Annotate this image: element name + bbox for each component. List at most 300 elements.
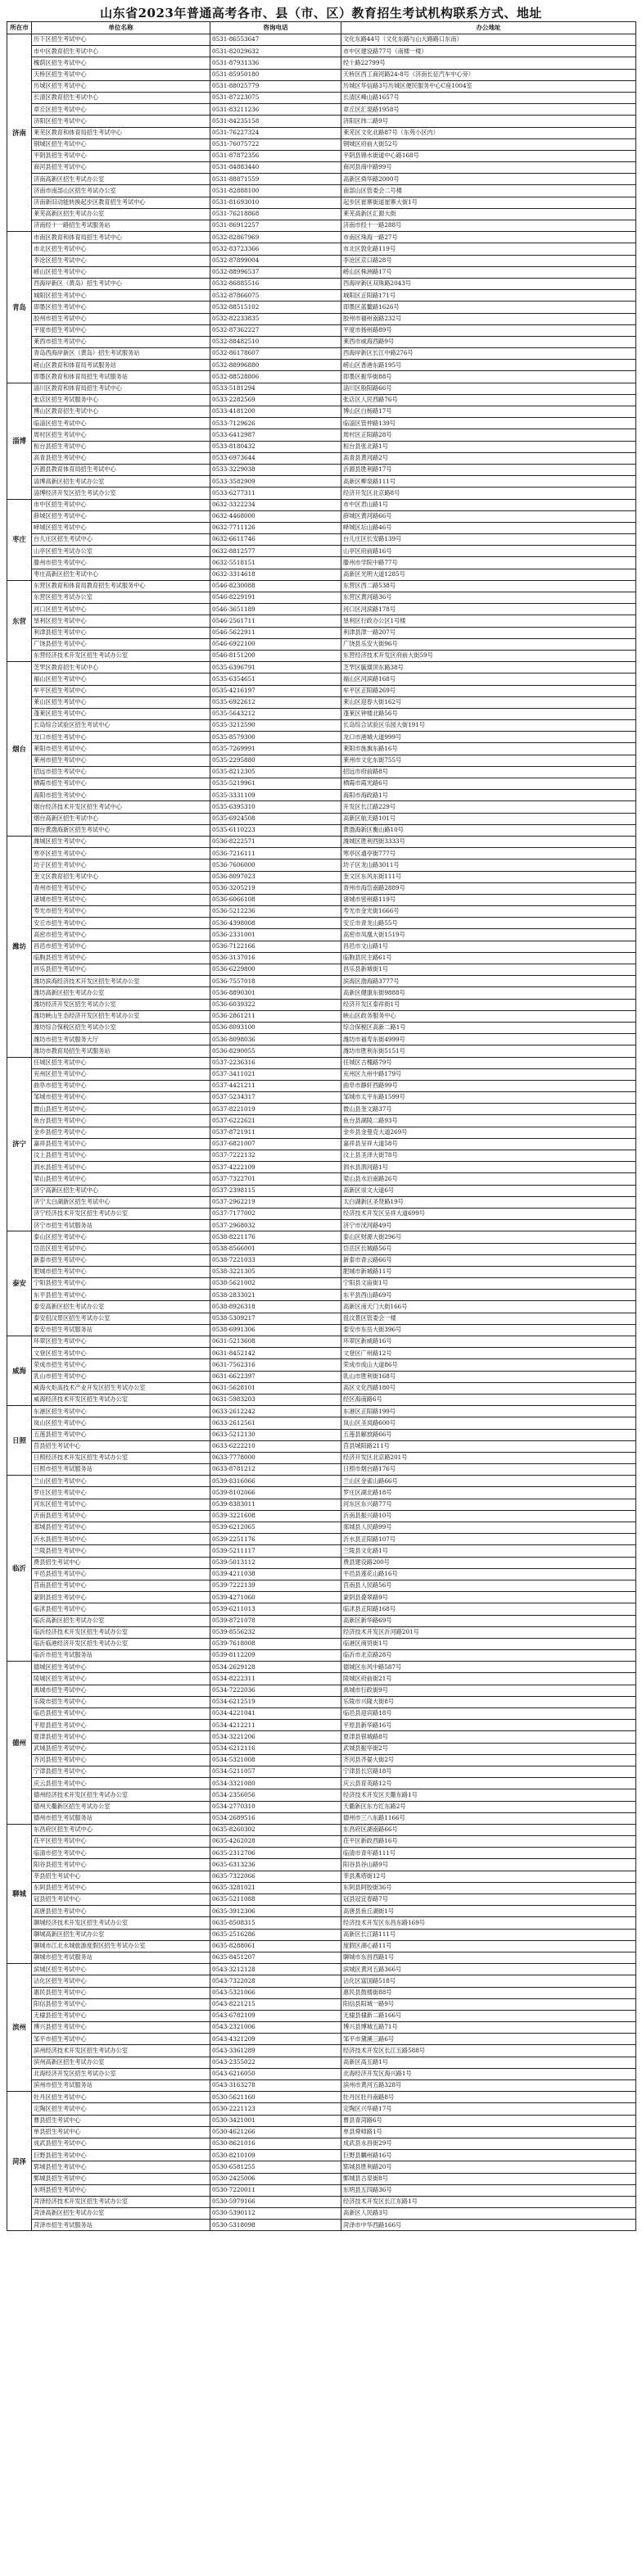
address-cell: 汶上县圣泽大街78号 bbox=[341, 1150, 636, 1162]
address-cell: 滨州市黄河五路328号 bbox=[341, 2080, 636, 2092]
address-cell: 微山县奎文路37号 bbox=[341, 1104, 636, 1115]
address-cell: 武城县振华街2号 bbox=[341, 1743, 636, 1754]
address-cell: 寿光市金光街1666号 bbox=[341, 906, 636, 918]
phone-cell: 0631-7562316 bbox=[210, 1359, 341, 1371]
phone-cell: 0536-7606000 bbox=[210, 859, 341, 871]
phone-cell: 0531-86553647 bbox=[210, 34, 341, 46]
address-cell: 栖霞市霞光路6号 bbox=[341, 778, 636, 790]
table-row bbox=[7, 1685, 636, 1696]
address-cell: 泰山区财源大街296号 bbox=[341, 1231, 636, 1243]
table-row bbox=[7, 1836, 636, 1848]
phone-cell: 0535-7269991 bbox=[210, 743, 341, 755]
table-row bbox=[7, 708, 636, 719]
address-cell: 兰山区金雀山路66号 bbox=[341, 1476, 636, 1487]
phone-cell: 0537-5234317 bbox=[210, 1092, 341, 1104]
unit-name-cell: 兰陵县招生考试中心 bbox=[32, 1545, 210, 1557]
address-cell: 岱岳区长城路56号 bbox=[341, 1243, 636, 1254]
phone-cell: 0532-87362227 bbox=[210, 324, 341, 336]
unit-name-cell: 莒县招生考试中心 bbox=[32, 1440, 210, 1452]
phone-cell: 0635-8508315 bbox=[210, 1917, 341, 1929]
address-cell: 海阳市海政路1号 bbox=[341, 790, 636, 801]
phone-cell: 0530-5318098 bbox=[210, 2220, 341, 2231]
address-cell: 嘉祥县呈祥大道58号 bbox=[341, 1138, 636, 1150]
table-row bbox=[7, 1290, 636, 1301]
phone-cell: 0531-84235158 bbox=[210, 116, 341, 127]
address-cell: 经济技术开发区沂河路201号 bbox=[341, 1626, 636, 1638]
address-cell: 牟平区正阳路269号 bbox=[341, 685, 636, 696]
unit-name-cell: 威海经济技术开发区招生考试办公室 bbox=[32, 1394, 210, 1405]
table-row bbox=[7, 2010, 636, 2021]
address-cell: 昌邑市文山路1号 bbox=[341, 941, 636, 952]
unit-name-cell: 冠县招生考试中心 bbox=[32, 1894, 210, 1906]
unit-name-cell: 临沭县招生考试中心 bbox=[32, 1603, 210, 1615]
address-cell: 招远市府前路8号 bbox=[341, 766, 636, 778]
unit-name-cell: 东平县招生考试中心 bbox=[32, 1290, 210, 1301]
phone-cell: 0530-8210109 bbox=[210, 2150, 341, 2161]
table-row bbox=[7, 894, 636, 905]
table-row bbox=[7, 2184, 636, 2196]
unit-name-cell: 成武县招生考试中心 bbox=[32, 2138, 210, 2149]
table-row bbox=[7, 1034, 636, 1045]
unit-name-cell: 临沂市招生考试服务站 bbox=[32, 1650, 210, 1662]
table-row bbox=[7, 1150, 636, 1162]
table-row bbox=[7, 836, 636, 847]
phone-cell: 0536-7122166 bbox=[210, 941, 341, 952]
phone-cell: 0631-5983203 bbox=[210, 1394, 341, 1405]
unit-name-cell: 无棣县招生考试中心 bbox=[32, 2010, 210, 2021]
unit-name-cell: 平度市招生考试中心 bbox=[32, 324, 210, 336]
unit-name-cell: 临朐县招生考试中心 bbox=[32, 952, 210, 964]
unit-name-cell: 山亭区招生考试办公室 bbox=[32, 546, 210, 557]
unit-name-cell: 河东区招生考试中心 bbox=[32, 1499, 210, 1510]
table-row bbox=[7, 2092, 636, 2103]
phone-cell: 0543-3361289 bbox=[210, 2045, 341, 2057]
address-cell: 即墨区蓝鳌路1626号 bbox=[341, 302, 636, 313]
unit-name-cell: 乐陵市招生考试中心 bbox=[32, 1696, 210, 1708]
phone-cell: 0535-6922612 bbox=[210, 696, 341, 708]
table-row bbox=[7, 1104, 636, 1115]
unit-name-cell: 高密市招生考试中心 bbox=[32, 929, 210, 941]
unit-name-cell: 宁阳县招生考试中心 bbox=[32, 1278, 210, 1290]
phone-cell: 0632-4468000 bbox=[210, 510, 341, 522]
address-cell: 高新区光明大道1285号 bbox=[341, 569, 636, 580]
phone-cell: 0631-5628101 bbox=[210, 1382, 341, 1394]
address-cell: 黄渤海新区衡山路10号 bbox=[341, 824, 636, 836]
unit-name-cell: 市北区招生考试中心 bbox=[32, 243, 210, 255]
phone-cell: 0531-76218868 bbox=[210, 208, 341, 220]
phone-cell: 0539-7618008 bbox=[210, 1638, 341, 1649]
phone-cell: 0536-2861211 bbox=[210, 1010, 341, 1022]
address-cell: 临清市青年路111号 bbox=[341, 1848, 636, 1859]
table-row bbox=[7, 2138, 636, 2149]
address-cell: 莒县城阳路211号 bbox=[341, 1440, 636, 1452]
unit-name-cell: 微山县招生考试中心 bbox=[32, 1104, 210, 1115]
unit-name-cell: 沾化区招生考试中心 bbox=[32, 1975, 210, 1987]
table-row bbox=[7, 46, 636, 57]
unit-name-cell: 青岛西海岸新区（黄岛）招生考试服务站 bbox=[32, 348, 210, 360]
table-body bbox=[7, 34, 636, 2231]
address-cell: 兰陵县文化路1号 bbox=[341, 1545, 636, 1557]
table-row bbox=[7, 2034, 636, 2045]
address-cell: 岚山区圣岚路600号 bbox=[341, 1417, 636, 1429]
phone-cell: 0632-3322234 bbox=[210, 499, 341, 510]
table-row bbox=[7, 1848, 636, 1859]
phone-cell: 0535-3331109 bbox=[210, 790, 341, 801]
unit-name-cell: 烟台经济技术开发区招生考试中心 bbox=[32, 801, 210, 813]
table-row bbox=[7, 406, 636, 418]
table-row bbox=[7, 1557, 636, 1568]
address-cell: 西海岸新区长江中路276号 bbox=[341, 348, 636, 360]
phone-cell: 0530-5979166 bbox=[210, 2196, 341, 2207]
table-row bbox=[7, 2161, 636, 2173]
table-row bbox=[7, 1743, 636, 1754]
address-cell: 寒亭区通亭街777号 bbox=[341, 848, 636, 859]
table-row bbox=[7, 1754, 636, 1766]
phone-cell: 0532-88996537 bbox=[210, 266, 341, 278]
table-row bbox=[7, 336, 636, 347]
table-row bbox=[7, 1812, 636, 1824]
table-row bbox=[7, 1057, 636, 1068]
address-cell: 平阴县锦水街道中心路168号 bbox=[341, 150, 636, 161]
table-row bbox=[7, 859, 636, 871]
table-row bbox=[7, 1406, 636, 1417]
phone-cell: 0534-5321008 bbox=[210, 1754, 341, 1766]
address-cell: 南部山区管委会二号楼 bbox=[341, 185, 636, 197]
table-row bbox=[7, 383, 636, 394]
table-row bbox=[7, 2057, 636, 2068]
phone-cell: 0530-2221123 bbox=[210, 2103, 341, 2115]
unit-name-cell: 莘县招生考试中心 bbox=[32, 1871, 210, 1882]
phone-cell: 0532-86885516 bbox=[210, 278, 341, 289]
unit-name-cell: 安丘市招生考试中心 bbox=[32, 918, 210, 929]
address-cell: 胶州市福州南路232号 bbox=[341, 313, 636, 324]
address-cell: 薛城区黄河路66号 bbox=[341, 510, 636, 522]
table-row bbox=[7, 313, 636, 324]
unit-name-cell: 北海经济开发区招生考试办公室 bbox=[32, 2068, 210, 2079]
table-row bbox=[7, 150, 636, 161]
unit-name-cell: 即墨区招生考试中心 bbox=[32, 302, 210, 313]
phone-cell: 0536-6039322 bbox=[210, 999, 341, 1010]
table-row bbox=[7, 1359, 636, 1371]
phone-cell: 0533-7129626 bbox=[210, 418, 341, 429]
unit-name-cell: 利津县招生考试中心 bbox=[32, 627, 210, 638]
table-row bbox=[7, 1417, 636, 1429]
phone-cell: 0538-2833021 bbox=[210, 1290, 341, 1301]
address-cell: 博兴县博城五路71号 bbox=[341, 2022, 636, 2034]
address-cell: 市中区建设路77号（南楼一楼） bbox=[341, 46, 636, 57]
unit-name-cell: 邹平市招生考试中心 bbox=[32, 2034, 210, 2045]
phone-cell: 0535-6396791 bbox=[210, 662, 341, 673]
table-row bbox=[7, 987, 636, 999]
address-cell: 单县舜师路1号 bbox=[341, 2126, 636, 2138]
table-row bbox=[7, 1138, 636, 1150]
unit-name-cell: 青州市招生考试中心 bbox=[32, 882, 210, 894]
contact-table bbox=[7, 21, 636, 2231]
unit-name-cell: 枣庄高新区招生考试中心 bbox=[32, 569, 210, 580]
phone-cell: 0532-87899004 bbox=[210, 255, 341, 266]
address-cell: 郓城县胜利路20号 bbox=[341, 2161, 636, 2173]
address-cell: 坊子区龙山路3011号 bbox=[341, 859, 636, 871]
phone-cell: 0631-5213608 bbox=[210, 1336, 341, 1348]
table-row bbox=[7, 1254, 636, 1266]
unit-name-cell: 庆云县招生考试中心 bbox=[32, 1778, 210, 1789]
city-cell: 淄博 bbox=[7, 383, 32, 499]
unit-name-cell: 威海火炬高技术产业开发区招生考试办公室 bbox=[32, 1382, 210, 1394]
unit-name-cell: 潍坊滨海经济技术开发区招生考试办公室 bbox=[32, 976, 210, 987]
table-row bbox=[7, 1871, 636, 1882]
phone-cell: 0632-3314618 bbox=[210, 569, 341, 580]
table-row bbox=[7, 80, 636, 92]
address-cell: 宁津县长官路18号 bbox=[341, 1766, 636, 1777]
unit-name-cell: 槐荫区招生考试中心 bbox=[32, 57, 210, 69]
unit-name-cell: 菏泽市招生考试服务站 bbox=[32, 2220, 210, 2231]
unit-name-cell: 高唐县招生考试中心 bbox=[32, 1906, 210, 1917]
city-cell: 泰安 bbox=[7, 1231, 32, 1336]
address-cell: 北海经济开发区海兴路1号 bbox=[341, 2068, 636, 2079]
table-row bbox=[7, 290, 636, 302]
address-cell: 乐陵市兴隆大街8号 bbox=[341, 1696, 636, 1708]
unit-name-cell: 阳谷县招生考试中心 bbox=[32, 1859, 210, 1871]
address-cell: 济南市经十一路288号 bbox=[341, 220, 636, 232]
phone-cell: 0534-6212519 bbox=[210, 1696, 341, 1708]
address-cell: 高新区南天门大街166号 bbox=[341, 1301, 636, 1313]
phone-cell: 0533-5181294 bbox=[210, 383, 341, 394]
phone-cell: 0534-2770310 bbox=[210, 1801, 341, 1812]
address-cell: 莱州市文化东街755号 bbox=[341, 755, 636, 766]
city-cell: 烟台 bbox=[7, 662, 32, 837]
phone-cell: 0633-7778000 bbox=[210, 1452, 341, 1463]
address-cell: 龙口市港城大道999号 bbox=[341, 732, 636, 743]
phone-cell: 0537-2968032 bbox=[210, 1220, 341, 1231]
address-cell: 博山区白杨路17号 bbox=[341, 406, 636, 418]
table-row bbox=[7, 1301, 636, 1313]
address-cell: 东营区西二路538号 bbox=[341, 580, 636, 592]
unit-name-cell: 菏泽高新区招生考试办公室 bbox=[32, 2208, 210, 2220]
city-cell: 济宁 bbox=[7, 1057, 32, 1231]
table-row bbox=[7, 1964, 636, 1975]
address-cell: 峄城区坛山路46号 bbox=[341, 522, 636, 533]
unit-name-cell: 德州市招生考试服务站 bbox=[32, 1812, 210, 1824]
address-cell: 垦利区行政办公区1号楼 bbox=[341, 615, 636, 627]
table-row bbox=[7, 1440, 636, 1452]
unit-name-cell: 费县招生考试中心 bbox=[32, 1557, 210, 1568]
address-cell: 李沧区京口路28号 bbox=[341, 255, 636, 266]
address-cell: 市南区珠海一路27号 bbox=[341, 232, 636, 243]
unit-name-cell: 泰山区招生考试中心 bbox=[32, 1231, 210, 1243]
table-row bbox=[7, 546, 636, 557]
address-cell: 济宁市洸河路49号 bbox=[341, 1220, 636, 1231]
table-row bbox=[7, 976, 636, 987]
address-cell: 度假区湖心路11号 bbox=[341, 1940, 636, 1952]
unit-name-cell: 东营区教育和体育局教育招生考试服务中心 bbox=[32, 580, 210, 592]
address-cell: 高新区人民路3号 bbox=[341, 2208, 636, 2220]
phone-cell: 0537-6821007 bbox=[210, 1138, 341, 1150]
address-cell: 济阳区纬二路9号 bbox=[341, 116, 636, 127]
header-city: 所在市 bbox=[7, 22, 32, 34]
unit-name-cell: 临邑县招生考试中心 bbox=[32, 1708, 210, 1720]
unit-name-cell: 荣成市招生考试中心 bbox=[32, 1359, 210, 1371]
phone-cell: 0536-8222571 bbox=[210, 836, 341, 847]
phone-cell: 0536-3205219 bbox=[210, 882, 341, 894]
address-cell: 诸城市密州路119号 bbox=[341, 894, 636, 905]
phone-cell: 0534-8222311 bbox=[210, 1673, 341, 1685]
unit-name-cell: 东营经济技术开发区招生考试办公室 bbox=[32, 650, 210, 661]
unit-name-cell: 李沧区招生考试中心 bbox=[32, 255, 210, 266]
unit-name-cell: 济南市南部山区招生考试办公室 bbox=[32, 185, 210, 197]
address-cell: 茌平区新政西路16号 bbox=[341, 1836, 636, 1848]
phone-cell: 0539-8383011 bbox=[210, 1499, 341, 1510]
table-header bbox=[7, 22, 636, 34]
table-row bbox=[7, 1476, 636, 1487]
phone-cell: 0531-88871559 bbox=[210, 174, 341, 185]
address-cell: 成武县永昌街29号 bbox=[341, 2138, 636, 2149]
unit-name-cell: 昌乐县招生考试中心 bbox=[32, 964, 210, 976]
unit-name-cell: 平阴县招生考试中心 bbox=[32, 150, 210, 161]
address-cell: 峡山区政务服务中心 bbox=[341, 1010, 636, 1022]
unit-name-cell: 沂源县教育体育局招生考试中心 bbox=[32, 464, 210, 475]
unit-name-cell: 邹城市招生考试中心 bbox=[32, 1092, 210, 1104]
table-row bbox=[7, 604, 636, 615]
unit-name-cell: 西海岸新区（黄岛）招生考试中心 bbox=[32, 278, 210, 289]
phone-cell: 0631-6622397 bbox=[210, 1371, 341, 1382]
address-cell: 高新区崇文大道6号 bbox=[341, 1185, 636, 1196]
table-row bbox=[7, 2126, 636, 2138]
address-cell: 蒙阴县叠翠路9号 bbox=[341, 1592, 636, 1603]
phone-cell: 0531-76227324 bbox=[210, 127, 341, 138]
table-row bbox=[7, 1010, 636, 1022]
city-cell: 德州 bbox=[7, 1662, 32, 1825]
address-cell: 文登区广州路12号 bbox=[341, 1348, 636, 1359]
phone-cell: 0537-8221019 bbox=[210, 1104, 341, 1115]
phone-cell: 0530-8621016 bbox=[210, 2138, 341, 2149]
table-row bbox=[7, 185, 636, 197]
unit-name-cell: 乳山市招生考试中心 bbox=[32, 1371, 210, 1382]
phone-cell: 0536-2331001 bbox=[210, 929, 341, 941]
address-cell: 夏津县银城路8号 bbox=[341, 1731, 636, 1743]
address-cell: 齐河县齐晏大街2号 bbox=[341, 1754, 636, 1766]
unit-name-cell: 海阳市招生考试中心 bbox=[32, 790, 210, 801]
address-cell: 奎文区东风东街111号 bbox=[341, 871, 636, 882]
unit-name-cell: 张店区招生考试服务中心 bbox=[32, 394, 210, 406]
table-row bbox=[7, 69, 636, 80]
address-cell: 莱西市威海西路9号 bbox=[341, 336, 636, 347]
phone-cell: 0536-8890301 bbox=[210, 987, 341, 999]
phone-cell: 0539-8316066 bbox=[210, 1476, 341, 1487]
unit-name-cell: 汶上县招生考试中心 bbox=[32, 1150, 210, 1162]
address-cell: 乳山市胜利街168号 bbox=[341, 1371, 636, 1382]
table-row bbox=[7, 1068, 636, 1080]
phone-cell: 0534-2689516 bbox=[210, 1812, 341, 1824]
address-cell: 临邑县迎宾路18号 bbox=[341, 1708, 636, 1720]
address-cell: 潍坊市胜利东街5151号 bbox=[341, 1045, 636, 1057]
table-row bbox=[7, 243, 636, 255]
phone-cell: 0536-8093100 bbox=[210, 1022, 341, 1033]
table-row bbox=[7, 1220, 636, 1231]
address-cell: 庆云县育英路12号 bbox=[341, 1778, 636, 1789]
unit-name-cell: 薛城区招生考试中心 bbox=[32, 510, 210, 522]
unit-name-cell: 龙口市招生考试中心 bbox=[32, 732, 210, 743]
phone-cell: 0539-4271060 bbox=[210, 1592, 341, 1603]
unit-name-cell: 日照市招生考试服务站 bbox=[32, 1464, 210, 1476]
address-cell: 潍坊市福寿东街4999号 bbox=[341, 1034, 636, 1045]
table-row bbox=[7, 2220, 636, 2231]
phone-cell: 0635-8451207 bbox=[210, 1952, 341, 1963]
address-cell: 高青县黄河路2号 bbox=[341, 452, 636, 464]
table-row bbox=[7, 232, 636, 243]
table-row bbox=[7, 441, 636, 452]
address-cell: 高新区航天路101号 bbox=[341, 813, 636, 824]
address-cell: 综合保税区高新二路1号 bbox=[341, 1022, 636, 1033]
unit-name-cell: 历城区招生考试中心 bbox=[32, 80, 210, 92]
phone-cell: 0537-7322701 bbox=[210, 1173, 341, 1185]
phone-cell: 0531-83211236 bbox=[210, 104, 341, 116]
city-cell: 滨州 bbox=[7, 1964, 32, 2092]
address-cell: 东营经济技术开发区府前大街59号 bbox=[341, 650, 636, 661]
table-row bbox=[7, 2022, 636, 2034]
phone-cell: 0535-5643212 bbox=[210, 708, 341, 719]
address-cell: 高唐县鱼丘湖街1号 bbox=[341, 1906, 636, 1917]
table-row bbox=[7, 1487, 636, 1499]
phone-cell: 0546-2561711 bbox=[210, 615, 341, 627]
city-cell: 日照 bbox=[7, 1406, 32, 1476]
unit-name-cell: 莒南县招生考试中心 bbox=[32, 1580, 210, 1591]
unit-name-cell: 寒亭区招生考试中心 bbox=[32, 848, 210, 859]
address-cell: 长岛综合试验区乐园大街191号 bbox=[341, 720, 636, 732]
city-cell: 东营 bbox=[7, 580, 32, 661]
address-cell: 长清区峰山路1657号 bbox=[341, 92, 636, 103]
phone-cell: 0534-2629128 bbox=[210, 1662, 341, 1673]
table-row bbox=[7, 2045, 636, 2057]
table-row bbox=[7, 1638, 636, 1649]
address-cell: 河口区河滨路178号 bbox=[341, 604, 636, 615]
table-row bbox=[7, 1196, 636, 1208]
phone-cell: 0539-8556232 bbox=[210, 1626, 341, 1638]
phone-cell: 0538-6991306 bbox=[210, 1324, 341, 1336]
address-cell: 临朐县民主路61号 bbox=[341, 952, 636, 964]
unit-name-cell: 巨野县招生考试中心 bbox=[32, 2150, 210, 2161]
address-cell: 德州市三八东路1166号 bbox=[341, 1812, 636, 1824]
address-cell: 鄄城县古泉街8号 bbox=[341, 2173, 636, 2184]
address-cell: 潍城区胜利西街3333号 bbox=[341, 836, 636, 847]
address-cell: 无棣县棣新二路166号 bbox=[341, 2010, 636, 2021]
phone-cell: 0539-7222139 bbox=[210, 1580, 341, 1591]
address-cell: 曲阜市静轩西路99号 bbox=[341, 1080, 636, 1091]
address-cell: 泰安市东岳大街396号 bbox=[341, 1324, 636, 1336]
table-row bbox=[7, 1673, 636, 1685]
unit-name-cell: 峄城区招生考试中心 bbox=[32, 522, 210, 533]
table-row bbox=[7, 266, 636, 278]
phone-cell: 0531-85950180 bbox=[210, 69, 341, 80]
table-row bbox=[7, 92, 636, 103]
address-cell: 崂山区香港东路195号 bbox=[341, 360, 636, 371]
unit-name-cell: 泰安市招生考试服务站 bbox=[32, 1324, 210, 1336]
unit-name-cell: 菏泽经济技术开发区招生考试办公室 bbox=[32, 2196, 210, 2207]
unit-name-cell: 滨州经济技术开发区招生考试办公室 bbox=[32, 2045, 210, 2057]
address-cell: 起步区崔寨街道崔寨大街1号 bbox=[341, 197, 636, 208]
unit-name-cell: 潍城区招生考试中心 bbox=[32, 836, 210, 847]
table-row bbox=[7, 569, 636, 580]
phone-cell: 0633-6222210 bbox=[210, 1440, 341, 1452]
address-cell: 安丘市青龙山路55号 bbox=[341, 918, 636, 929]
table-row bbox=[7, 720, 636, 732]
address-cell: 定陶区兴华路17号 bbox=[341, 2103, 636, 2115]
address-cell: 莘县燕塔街12号 bbox=[341, 1871, 636, 1882]
table-row bbox=[7, 2150, 636, 2161]
address-cell: 阳信县阳城一路9号 bbox=[341, 1998, 636, 2010]
document-title: 山东省2023年普通高考各市、县（市、区）教育招生考试机构联系方式、地址 bbox=[100, 6, 542, 20]
address-cell: 高新区新华路69号 bbox=[341, 1615, 636, 1626]
phone-cell: 0633-8781212 bbox=[210, 1464, 341, 1476]
